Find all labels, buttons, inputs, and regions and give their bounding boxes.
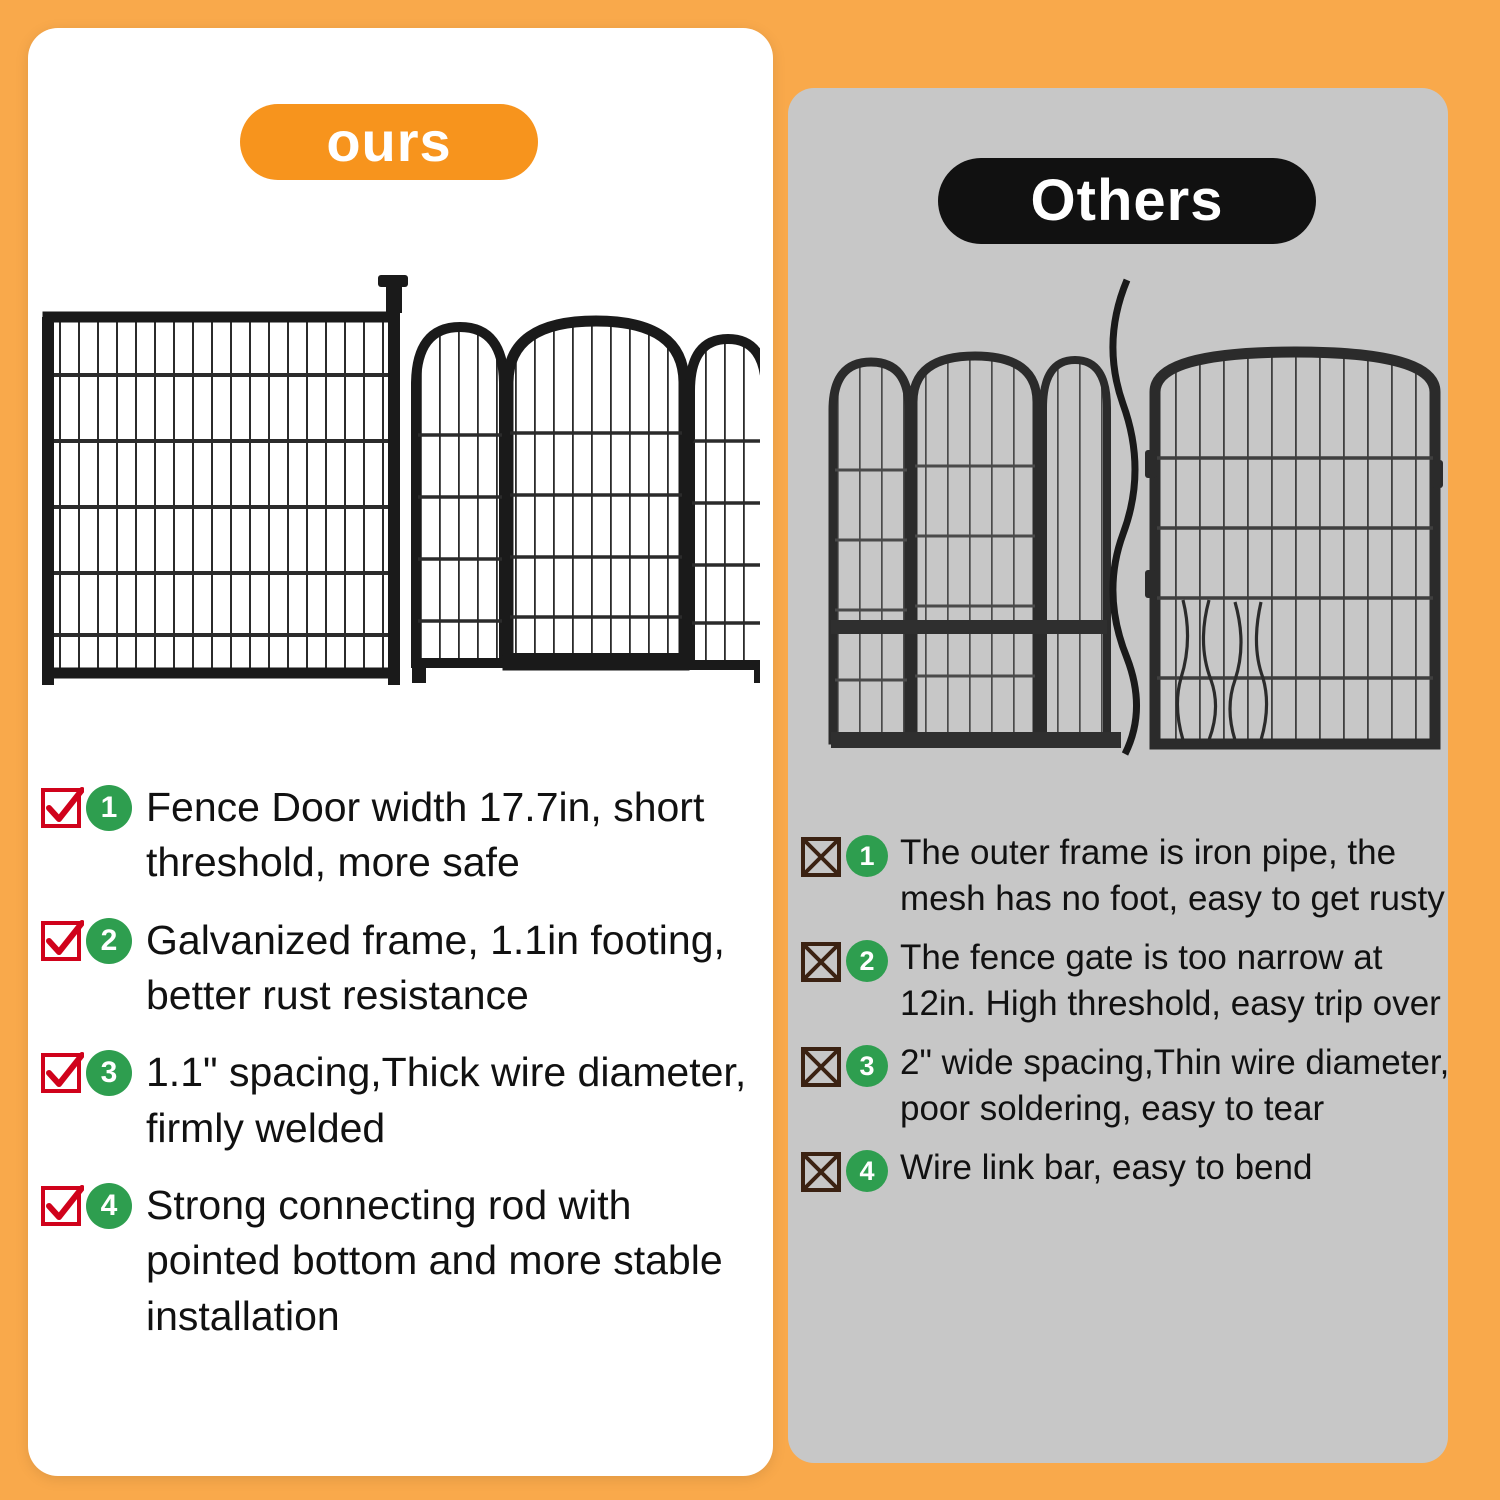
item-text: 2" wide spacing,Thin wire diameter, poor soldering, easy to tear bbox=[900, 1043, 1450, 1128]
others-badge bbox=[938, 158, 1316, 244]
item-number: 2 bbox=[86, 918, 132, 964]
list-item bbox=[40, 913, 762, 1024]
others-badge-label: Others bbox=[1030, 168, 1224, 233]
check-icon bbox=[40, 786, 84, 830]
item-number: 4 bbox=[86, 1183, 132, 1229]
others-fence-image bbox=[815, 270, 1455, 780]
ours-badge bbox=[240, 104, 538, 180]
list-item bbox=[40, 1045, 762, 1156]
list-item bbox=[40, 780, 762, 891]
item-text: The outer frame is iron pipe, the mesh has no foot, easy to get rusty bbox=[900, 833, 1445, 918]
cross-icon bbox=[800, 941, 844, 985]
list-item bbox=[800, 1145, 1450, 1195]
item-text: 1.1" spacing,Thick wire diameter, firmly welded bbox=[146, 1049, 747, 1151]
item-number: 1 bbox=[86, 785, 132, 831]
item-number: 4 bbox=[846, 1150, 888, 1192]
ours-feature-list bbox=[40, 780, 762, 1366]
item-number: 3 bbox=[86, 1050, 132, 1096]
cross-icon bbox=[800, 836, 844, 880]
list-item bbox=[40, 1178, 762, 1344]
ours-fence-image bbox=[40, 265, 760, 715]
check-icon bbox=[40, 919, 84, 963]
list-item bbox=[800, 830, 1450, 921]
item-text: Strong connecting rod with pointed bottom and more stable installation bbox=[146, 1182, 723, 1339]
check-icon bbox=[40, 1184, 84, 1228]
cross-icon bbox=[800, 1151, 844, 1195]
check-icon bbox=[40, 1051, 84, 1095]
list-item bbox=[800, 1040, 1450, 1131]
item-text: Wire link bar, easy to bend bbox=[900, 1148, 1313, 1187]
list-item bbox=[800, 935, 1450, 1026]
item-text: Galvanized frame, 1.1in footing, better rust resistance bbox=[146, 916, 725, 1019]
ours-badge-label: ours bbox=[326, 110, 452, 173]
item-text: The fence gate is too narrow at 12in. High threshold, easy trip over bbox=[900, 938, 1441, 1023]
item-number: 2 bbox=[846, 940, 888, 982]
cross-icon bbox=[800, 1046, 844, 1090]
item-number: 1 bbox=[846, 835, 888, 877]
others-feature-list bbox=[800, 830, 1450, 1209]
item-text: Fence Door width 17.7in, short threshold, more safe bbox=[146, 784, 705, 886]
item-number: 3 bbox=[846, 1045, 888, 1087]
